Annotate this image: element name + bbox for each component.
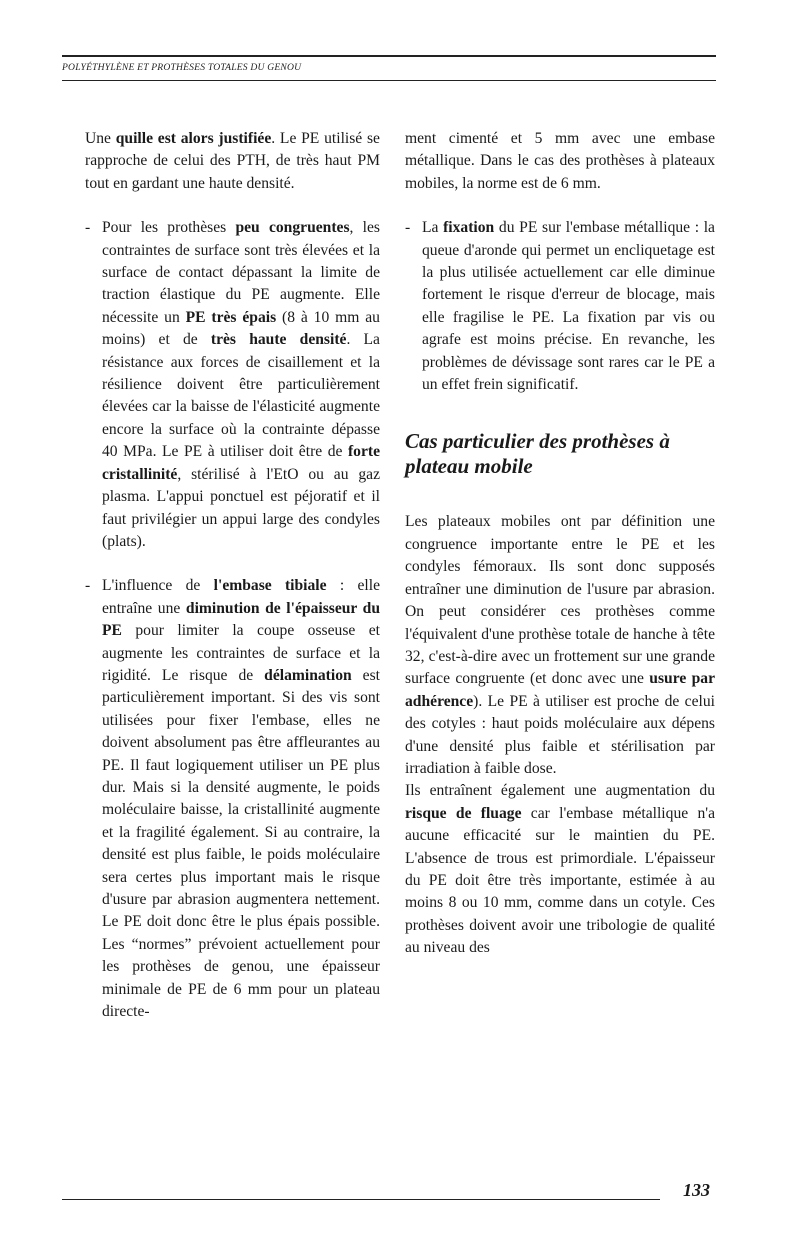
paragraph-fluage: Ils entraînent également une augmentation du risque de fluage car l'embase métallique n'a aucune efficacité sur le maintien du PE. L'absence de trous est primordiale. L'épaisseur du PE doit être très importante, estimée à au moins 8 ou 10 mm, comme dans un cotyle. Ces prothèses doivent avoir une tribologie de qualité au niveau des	[405, 782, 715, 957]
section-heading: Cas particulier des prothèses à plateau mobile	[405, 429, 670, 479]
bullet-peu-congruentes: - Pour les prothèses peu congruentes, les contraintes de surface sont très élevées et la surface de contact dépassant la limite de traction élastique du PE augmente. Elle nécessite un PE très épais (8 à 10 mm au moins) et de très haute densité. La résistance aux forces de cisaillement et la résilience doivent être particulièrement élevées car la baisse de l'élasticité augmente encore la surface où la contrainte dépasse 40 MPa. Le PE à utiliser doit être de forte cristallinité, stérilisé à l'EtO ou au gaz plasma. L'appui ponctuel est péjoratif et il faut privilégier un appui large des condyles (plats).	[85, 219, 380, 550]
running-head: POLYÉTHYLÈNE ET PROTHÈSES TOTALES DU GENOU	[62, 62, 302, 73]
footer-rule	[62, 1199, 660, 1200]
header-rule-bottom	[62, 80, 716, 81]
bullet-dash: -	[85, 577, 91, 595]
left-column	[85, 128, 380, 1023]
paragraph-quille: Une quille est alors justifiée. Le PE utilisé se rapproche de celui des PTH, de très haut PM tout en gardant une haute densité.	[85, 130, 380, 192]
paragraph-continuation: ment cimenté et 5 mm avec une embase métallique. Dans le cas des prothèses à plateaux mobiles, la norme est de 6 mm.	[405, 130, 715, 192]
header-rule-top	[62, 55, 716, 57]
bullet-dash: -	[85, 219, 91, 237]
bullet-fixation: - La fixation du PE sur l'embase métallique : la queue d'aronde qui permet un encliquetage est la plus utilisée actuellement car elle diminue fortement le risque d'erreur de blocage, mais elle fragilise le PE. La fixation par vis ou agrafe est moins précise. En revanche, les problèmes de dévissage sont rares car le PE a un effet frein significatif.	[405, 219, 715, 394]
paragraph-plateaux-mobiles: Les plateaux mobiles ont par définition une congruence importante entre le PE et les condyles fémoraux. Ils sont donc supposés entraîner une diminution de l'usure par abrasion. On peut considérer ces prothèses comme l'équivalent d'une prothèse totale de hanche à tête 32, c'est-à-dire avec un frottement sur une grande surface congruente (et donc avec une usure par adhérence). Le PE à utiliser est proche de celui des cotyles : haut poids moléculaire aux dépens d'une densité plus faible et stérilisation par irradiation à faible dose.	[405, 513, 716, 777]
bullet-dash: -	[405, 219, 411, 237]
page-number: 133	[683, 1180, 710, 1200]
bullet-embase-tibiale: - L'influence de l'embase tibiale : elle entraîne une diminution de l'épaisseur du PE pour limiter la coupe osseuse et augmente les contraintes de surface et la rigidité. Le risque de délamination est particulièrement important. Si des vis sont utilisées pour fixer l'embase, elles ne doivent absolument pas être affleurantes au PE. Il faut logiquement utiliser un PE plus dur. Mais si la densité augmente, le poids moléculaire baisse, la cristallinité augmente et la fragilité également. Si au contraire, la densité est plus faible, le poids moléculaire sera certes plus important mais le risque d'usure par abrasion augmentera nettement. Le PE doit donc être le plus épais possible. Les “normes” prévoient actuellement pour les prothèses de genou, une épaisseur minimale de PE de 6 mm pour un plateau directe-	[85, 577, 381, 1021]
right-column	[405, 128, 715, 960]
